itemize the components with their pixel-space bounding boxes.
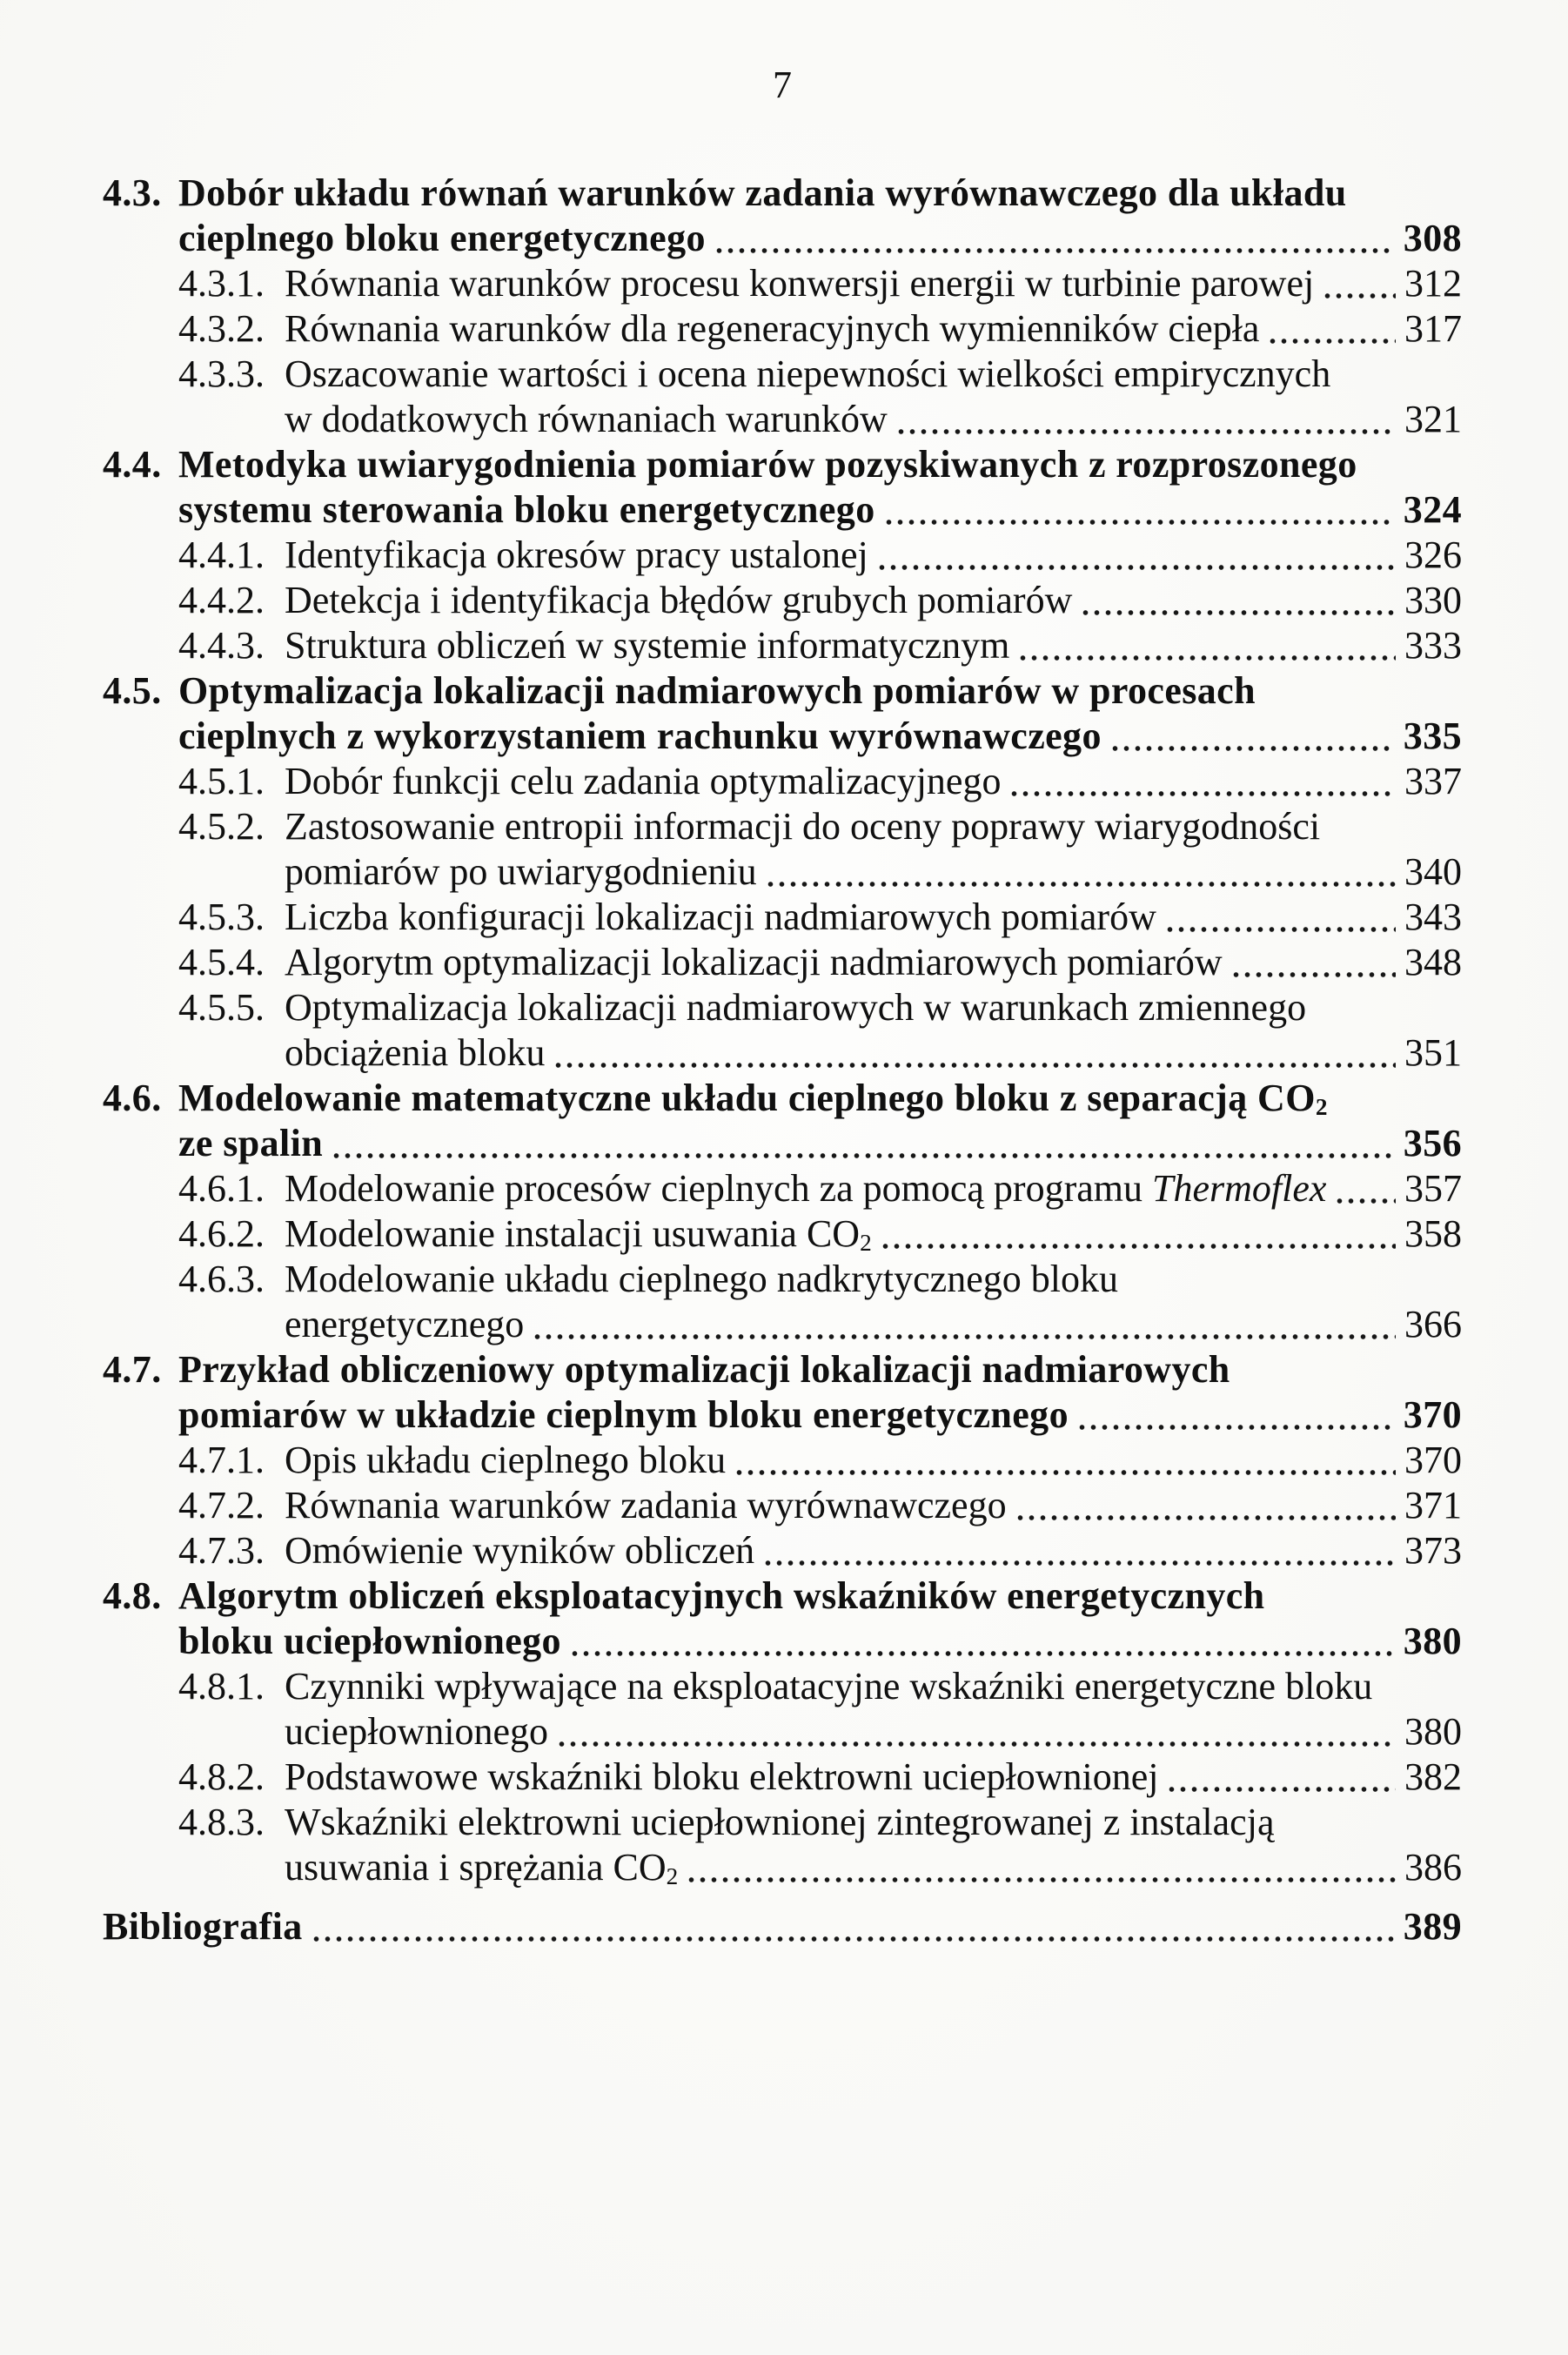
toc-entry-text	[285, 985, 1306, 1030]
dot-leader	[1166, 1755, 1396, 1800]
toc-entry-text	[178, 668, 1256, 714]
toc-entry-number: 4.7.2.	[178, 1484, 265, 1526]
toc-entry-title: Struktura obliczeń w systemie informatycznym	[285, 624, 1010, 667]
toc-entry	[0, 1573, 1568, 1619]
toc-entry-title: Modelowanie procesów cieplnych za pomocą programu	[285, 1167, 1152, 1210]
toc-entry-text	[178, 442, 1357, 487]
toc-entry-text	[103, 1904, 303, 1949]
subscript: 2	[1315, 1093, 1328, 1120]
toc-page-number: 380	[1404, 1710, 1462, 1753]
toc-entry-text	[178, 1619, 561, 1664]
toc-entry	[0, 1483, 1568, 1528]
toc-entry	[0, 397, 1568, 442]
toc-entry	[0, 1709, 1568, 1755]
dot-leader	[880, 1211, 1396, 1257]
toc-entry-number: 4.4.	[103, 443, 162, 486]
toc-entry-title: Bibliografia	[103, 1905, 303, 1948]
toc-entry-title: Optymalizacja lokalizacji nadmiarowych w warunkach zmiennego	[285, 986, 1307, 1029]
toc-entry-text	[285, 1211, 872, 1257]
toc-entry-title: pomiarów po uwiarygodnieniu	[285, 850, 757, 893]
toc-entry-title: Dobór funkcji celu zadania optymalizacyjnego	[285, 760, 1002, 802]
toc-entry-text	[285, 849, 757, 895]
toc-entry-text	[285, 759, 1001, 804]
toc-entry-text	[285, 804, 1320, 849]
dot-leader	[876, 533, 1396, 578]
toc-entry-title: Detekcja i identyfikacja błędów grubych pomiarów	[285, 579, 1073, 621]
toc-entry-text	[285, 1845, 678, 1890]
toc-page-number: 356	[1403, 1122, 1462, 1164]
toc-entry-number: 4.4.1.	[178, 533, 265, 576]
dot-leader	[311, 1904, 1395, 1949]
toc-entry	[0, 1755, 1568, 1800]
toc-entry-text	[285, 1030, 545, 1076]
toc-entry-text	[285, 940, 1223, 985]
toc-entry-title: bloku uciepłownionego	[178, 1620, 561, 1662]
dot-leader	[1015, 1483, 1396, 1528]
toc-entry-number: 4.3.	[103, 171, 162, 214]
dot-leader	[553, 1030, 1396, 1076]
toc-page-number: 370	[1403, 1393, 1462, 1436]
toc-entry-text	[285, 352, 1330, 397]
dot-leader	[1017, 623, 1396, 668]
toc-entry-title: systemu sterowania bloku energetycznego	[178, 488, 875, 531]
toc-entry	[0, 985, 1568, 1030]
subscript: 2	[860, 1229, 872, 1256]
dot-leader	[883, 487, 1395, 533]
toc-entry	[0, 578, 1568, 623]
toc-entry	[0, 714, 1568, 759]
toc-entry	[0, 1166, 1568, 1211]
toc-page-number: 324	[1403, 488, 1462, 531]
toc-entry-number: 4.3.2.	[178, 307, 265, 350]
toc-entry	[0, 1904, 1568, 1949]
toc-page-number: 317	[1404, 307, 1462, 350]
toc-entry-text	[178, 216, 706, 261]
toc-entry-title: Modelowanie matematyczne układu cieplnego bloku z separacją CO	[178, 1077, 1316, 1119]
toc-entry-title: Metodyka uwiarygodnienia pomiarów pozyskiwanych z rozproszonego	[178, 443, 1357, 486]
dot-leader	[1109, 714, 1395, 759]
toc-entry	[0, 1302, 1568, 1347]
toc-entry-title: Równania warunków zadania wyrównawczego	[285, 1484, 1007, 1526]
toc-page-number: 358	[1404, 1212, 1462, 1255]
toc-entry-title: Algorytm obliczeń eksploatacyjnych wskaźników energetycznych	[178, 1574, 1265, 1617]
toc-entry-title: cieplnych z wykorzystaniem rachunku wyrównawczego	[178, 715, 1102, 757]
toc-entry-text	[285, 1483, 1007, 1528]
toc-entry-title: obciążenia bloku	[285, 1031, 546, 1074]
toc-entry	[0, 940, 1568, 985]
toc-entry-number: 4.4.3.	[178, 624, 265, 667]
toc-entry-number: 4.7.1.	[178, 1439, 265, 1481]
toc-page-number: 326	[1404, 533, 1462, 576]
toc-entry-text	[178, 714, 1102, 759]
toc-page-number: 348	[1404, 941, 1462, 983]
dot-leader	[734, 1438, 1396, 1483]
toc-entry-number: 4.8.2.	[178, 1755, 265, 1798]
toc-entry-text	[178, 1573, 1265, 1619]
toc-entry-title: Przykład obliczeniowy optymalizacji lokalizacji nadmiarowych	[178, 1348, 1230, 1391]
toc-page-number: 389	[1403, 1905, 1462, 1948]
toc-entry-title: Zastosowanie entropii informacji do oceny poprawy wiarygodności	[285, 805, 1321, 848]
toc-entry-title: Czynniki wpływające na eksploatacyjne wskaźniki energetyczne bloku	[285, 1665, 1373, 1708]
toc-entry-number: 4.7.	[103, 1348, 162, 1391]
toc-entry-title: Opis układu cieplnego bloku	[285, 1439, 727, 1481]
toc-entry	[0, 668, 1568, 714]
toc-entry-text	[178, 1121, 323, 1166]
toc-entry-text	[285, 1664, 1372, 1709]
toc-entry-title: Algorytm optymalizacji lokalizacji nadmiarowych pomiarów	[285, 941, 1223, 983]
toc-entry-text	[285, 1755, 1158, 1800]
toc-entry-text	[178, 1347, 1230, 1392]
dot-leader	[569, 1619, 1395, 1664]
toc-entry	[0, 1257, 1568, 1302]
toc-page-number: 357	[1404, 1167, 1462, 1210]
toc-entry-number: 4.6.	[103, 1077, 162, 1119]
dot-leader	[1230, 940, 1396, 985]
toc-entry-text	[285, 1438, 726, 1483]
toc-entry-number: 4.8.3.	[178, 1801, 265, 1843]
toc-entry	[0, 1347, 1568, 1392]
toc-entry	[0, 1664, 1568, 1709]
toc-entry	[0, 306, 1568, 352]
toc-page-number: 380	[1403, 1620, 1462, 1662]
toc-entry-title: Podstawowe wskaźniki bloku elektrowni uciepłownionej	[285, 1755, 1159, 1798]
dot-leader	[532, 1302, 1396, 1347]
toc-entry-title: Modelowanie układu cieplnego nadkrytycznego bloku	[285, 1258, 1118, 1300]
toc-page-number: 351	[1404, 1031, 1462, 1074]
toc-entry-text	[178, 1076, 1328, 1121]
toc-entry-number: 4.7.3.	[178, 1529, 265, 1572]
toc-entry	[0, 804, 1568, 849]
toc-page-number: 330	[1404, 579, 1462, 621]
toc-entry	[0, 442, 1568, 487]
dot-leader	[1008, 759, 1396, 804]
toc-entry-title-italic: Thermoflex	[1151, 1167, 1327, 1210]
toc-entry-number: 4.8.1.	[178, 1665, 265, 1708]
toc-entry-text	[285, 895, 1156, 940]
dot-leader	[1080, 578, 1396, 623]
toc-entry-title: cieplnego bloku energetycznego	[178, 217, 706, 259]
toc-page-number: 340	[1404, 850, 1462, 893]
toc-entry-text	[285, 1528, 754, 1573]
toc-entry-title: pomiarów w układzie cieplnym bloku energetycznego	[178, 1393, 1069, 1436]
toc-entry-title: Modelowanie instalacji usuwania CO	[285, 1212, 861, 1255]
toc-entry-number: 4.3.3.	[178, 352, 265, 395]
toc-page-number: 373	[1404, 1529, 1462, 1572]
toc-entry-title: energetycznego	[285, 1303, 525, 1345]
toc-entry	[0, 171, 1568, 216]
toc-entry-number: 4.6.1.	[178, 1167, 265, 1210]
toc-entry-text	[178, 171, 1347, 216]
toc-entry-number: 4.5.1.	[178, 760, 265, 802]
toc-entry-text	[285, 1257, 1118, 1302]
dot-leader	[895, 397, 1396, 442]
toc-page-number: 312	[1404, 262, 1462, 305]
toc-entry-text	[285, 623, 1009, 668]
toc-entry-text	[178, 1392, 1069, 1438]
dot-leader	[765, 849, 1396, 895]
toc-entry-text	[285, 1709, 548, 1755]
toc-entry-text	[285, 397, 888, 442]
toc-entry-text	[178, 487, 875, 533]
toc-entry	[0, 1076, 1568, 1121]
toc-entry-title: usuwania i sprężania CO	[285, 1846, 667, 1889]
toc-entry-text	[285, 261, 1314, 306]
toc-page-number: 371	[1404, 1484, 1462, 1526]
toc-entry-title: uciepłownionego	[285, 1710, 549, 1753]
toc-page-number: 337	[1404, 760, 1462, 802]
dot-leader	[1267, 306, 1396, 352]
toc-entry	[0, 352, 1568, 397]
toc-entry	[0, 1392, 1568, 1438]
toc-entry-text	[285, 578, 1072, 623]
toc-entry-text	[285, 1166, 1326, 1211]
toc-entry-title: Identyfikacja okresów pracy ustalonej	[285, 533, 868, 576]
toc-entry	[0, 1030, 1568, 1076]
toc-entry-number: 4.4.2.	[178, 579, 265, 621]
toc-page-number: 321	[1404, 398, 1462, 440]
dot-leader	[1334, 1166, 1396, 1211]
toc-entry-number: 4.5.3.	[178, 896, 265, 938]
dot-leader	[1322, 261, 1396, 306]
page-number-header: 7	[773, 64, 792, 106]
toc-entry-title: w dodatkowych równaniach warunków	[285, 398, 888, 440]
dot-leader	[1164, 895, 1396, 940]
toc-entry-number: 4.5.5.	[178, 986, 265, 1029]
toc-entry-title: Wskaźniki elektrowni uciepłownionej zintegrowanej z instalacją	[285, 1801, 1275, 1843]
toc-entry	[0, 1619, 1568, 1664]
toc-entry	[0, 1211, 1568, 1257]
toc-entry-title: Liczba konfiguracji lokalizacji nadmiarowych pomiarów	[285, 896, 1156, 938]
toc-page-number: 382	[1404, 1755, 1462, 1798]
toc-page-number: 335	[1403, 715, 1462, 757]
toc-page-number: 343	[1404, 896, 1462, 938]
toc-entry-text	[285, 1800, 1274, 1845]
toc-page-number: 386	[1404, 1846, 1462, 1889]
toc-entry-text	[285, 1302, 524, 1347]
toc-entry	[0, 216, 1568, 261]
toc-entry	[0, 759, 1568, 804]
toc-entry	[0, 895, 1568, 940]
toc-page-number: 308	[1403, 217, 1462, 259]
dot-leader	[331, 1121, 1395, 1166]
dot-leader	[762, 1528, 1396, 1573]
toc-entry-number: 4.3.1.	[178, 262, 265, 305]
toc-entry	[0, 487, 1568, 533]
toc-entry-number: 4.5.2.	[178, 805, 265, 848]
toc-entry-title: ze spalin	[178, 1122, 324, 1164]
toc-entry-number: 4.6.2.	[178, 1212, 265, 1255]
toc-entry	[0, 1438, 1568, 1483]
toc-entry-title: Oszacowanie wartości i ocena niepewności wielkości empirycznych	[285, 352, 1331, 395]
toc-entry-title: Optymalizacja lokalizacji nadmiarowych pomiarów w procesach	[178, 669, 1256, 712]
toc-entry	[0, 1845, 1568, 1890]
toc-entry	[0, 261, 1568, 306]
toc-entry	[0, 1800, 1568, 1845]
toc-page-number: 333	[1404, 624, 1462, 667]
toc-entry-number: 4.8.	[103, 1574, 162, 1617]
table-of-contents	[0, 171, 1568, 1949]
dot-leader	[686, 1845, 1396, 1890]
toc-entry	[0, 849, 1568, 895]
toc-entry-title: Równania warunków procesu konwersji energii w turbinie parowej	[285, 262, 1315, 305]
toc-entry-text	[285, 533, 868, 578]
subscript: 2	[666, 1862, 679, 1889]
toc-entry	[0, 533, 1568, 578]
toc-entry-title: Omówienie wyników obliczeń	[285, 1529, 755, 1572]
toc-entry-title: Dobór układu równań warunków zadania wyrównawczego dla układu	[178, 171, 1347, 214]
toc-entry	[0, 623, 1568, 668]
toc-entry-title: Równania warunków dla regeneracyjnych wymienników ciepła	[285, 307, 1260, 350]
toc-entry	[0, 1121, 1568, 1166]
dot-leader	[714, 216, 1395, 261]
dot-leader	[556, 1709, 1396, 1755]
toc-entry-number: 4.6.3.	[178, 1258, 265, 1300]
toc-entry-number: 4.5.4.	[178, 941, 265, 983]
toc-entry-number: 4.5.	[103, 669, 162, 712]
toc-page-number: 366	[1404, 1303, 1462, 1345]
toc-page-number: 370	[1404, 1439, 1462, 1481]
dot-leader	[1076, 1392, 1395, 1438]
toc-entry	[0, 1528, 1568, 1573]
toc-entry-text	[285, 306, 1259, 352]
